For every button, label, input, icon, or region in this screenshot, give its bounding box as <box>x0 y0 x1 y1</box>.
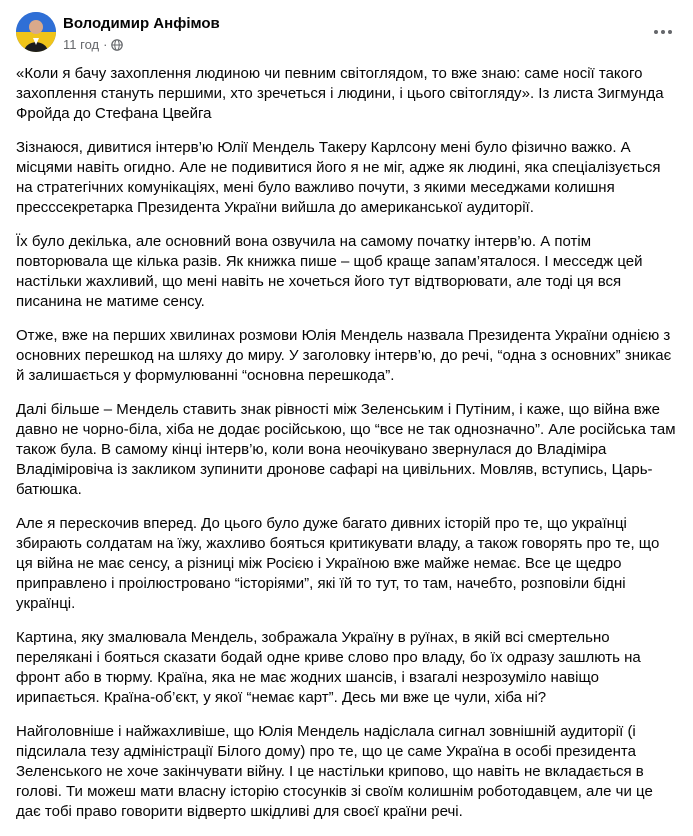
post-paragraph: Далі більше – Мендель ставить знак рівності між Зеленським і Путіним, і каже, що війна вже давно не чорно-біла, хіба не додає російською, що “все не так однозначно”. Але російська там також була. В самому кінці інтерв’ю, коли вона неочікувано звернулася до Владіміра Владіміровіча із закликом зупинити дронове сафарі на цивільних. Мовляв, вступись, Царь-батюшка. <box>16 401 676 498</box>
meta-separator: · <box>103 37 108 52</box>
post-time[interactable]: 11 год <box>63 37 100 52</box>
more-options-button[interactable] <box>651 22 675 42</box>
post-paragraph: Але я перескочив вперед. До цього було дуже багато дивних історій про те, що українці збирають солдатам на їжу, жахливо бояться критикувати владу, а також говорять про те, що ця війна не має сенсу, а різниці між Росією і Україною вже майже немає. Все це щедро приправлено і проілюстровано “історіями”, які їй то тут, то там, начебто, розповіли бідні українці. <box>16 515 660 612</box>
author-name[interactable]: Володимир Анфімов <box>63 15 220 32</box>
post-meta <box>63 37 123 52</box>
post-paragraph-quote: «Коли я бачу захоплення людиною чи певним світоглядом, то вже знаю: саме носії такого захоплення стануть першими, хто зречеться і людини, і цього світогляду». Із листа Зигмунда Фройда до Стефана Цвейга <box>16 65 664 122</box>
post-paragraph: Отже, вже на перших хвилинах розмови Юлія Мендель назвала Президента України однією з основних перешкод на шляху до миру. У заголовку інтерв’ю, до речі, “одна з основних” зникає й залишається у формулюванні “основна перешкода”. <box>16 327 672 384</box>
post-header <box>16 12 677 56</box>
author-avatar[interactable] <box>16 12 56 52</box>
post-paragraph: Зізнаюся, дивитися інтерв’ю Юлії Мендель Такеру Карлсону мені було фізично важко. А місцями навіть огидно. Але не подивитися його я не міг, адже як людині, яка спеціалізується на стратегічних комунікаціях, мені було важливо почути, з якими меседжами колишня пресссекретарка Президента України вийшла до американської аудиторії. <box>16 139 661 216</box>
post-paragraph: Найголовніше і найжахливіше, що Юлія Мендель надіслала сигнал зовнішній аудиторії (і підсилала тезу адміністрації Білого дому) про те, що це саме Україна в особі президента Зеленського не хоче закінчувати війну. І це настільки крипово, що навіть не вкладається в голові. Ти можеш мати власну історію стосунків зі своїм колишнім роботодавцем, але чи це дає тобі право говорити відверто шкідливі для своєї країни речі. <box>16 723 653 820</box>
globe-icon <box>111 39 123 51</box>
post-paragraph: Картина, яку змалювала Мендель, зображала Україну в руїнах, в якій всі смертельно перелякані і бояться сказати бодай одне криве слово про владу, бо їх одразу зашлють на фронт або в тюрму. Країна, яка не має жодних шансів, і взагалі незрозуміло навіщо ирипається. Країна-об’єкт, у якої “немає карт”. Десь ми вже це чули, хіба ні? <box>16 629 641 706</box>
more-options-icon <box>653 29 673 35</box>
avatar-photo-icon <box>16 12 56 52</box>
post-paragraph: Їх було декілька, але основний вона озвучила на самому початку інтерв’ю. А потім повторювала ще кілька разів. Як книжка пише – щоб краще запам’яталося. І месседж цей настільки жахливий, що мені навіть не хочеться його тут відтворювати, але тоді ця вся писанина не матиме сенсу. <box>16 233 643 310</box>
post-text <box>16 64 678 836</box>
